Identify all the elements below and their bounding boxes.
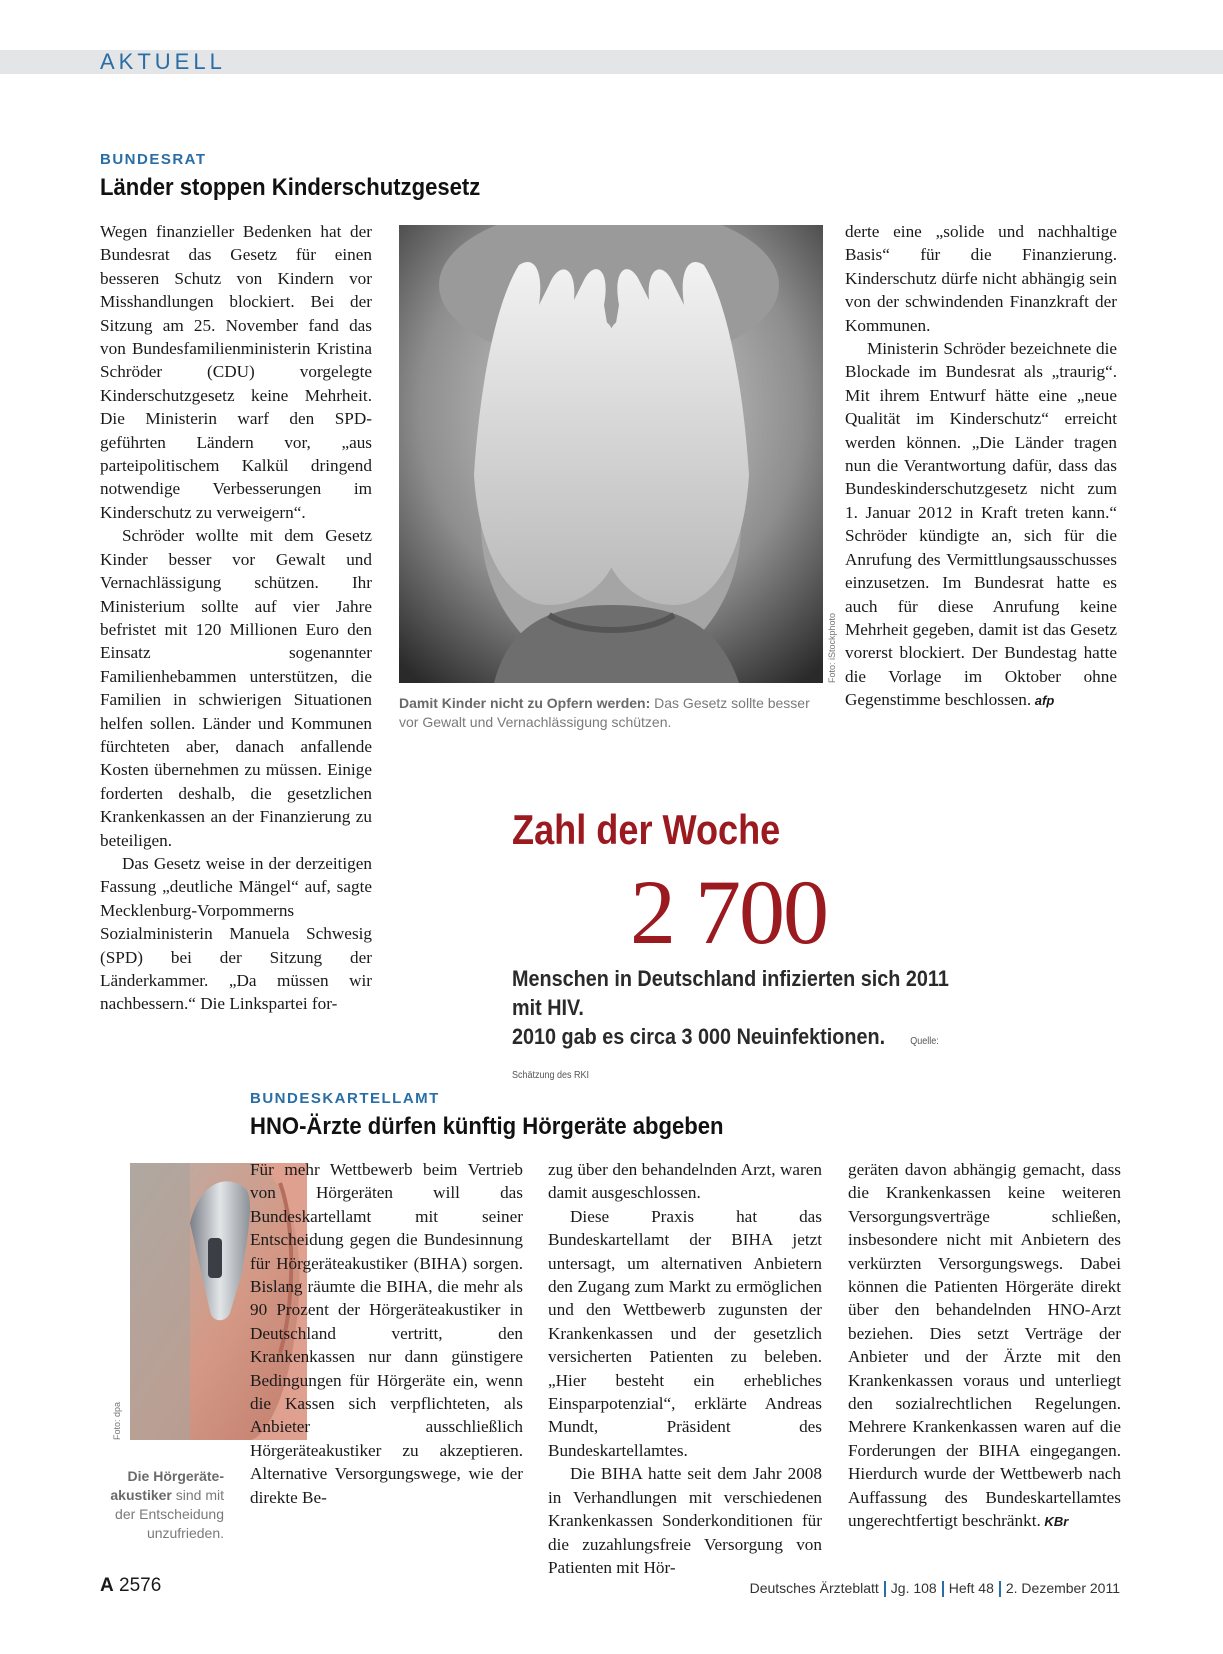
- article-paragraph: Schröder wollte mit dem Gesetz Kinder besser vor Gewalt und Vernachlässigung schützen. Ihr Ministerium sollte auf vier Jahre befristet mit 120 Millionen Euro den Einsatz sogenannter Familienhebammen unterstützen, die Familien in schwierigen Situationen helfen sollen. Länder und Kommunen fürchteten aber, danach anfallende Kosten übernehmen zu müssen. Einige forderten deshalb, die gesetzlichen Krankenkassen an der Finanzierung zu beteiligen.: [100, 526, 372, 850]
- footer-separator: [999, 1581, 1001, 1597]
- article2-kicker: BUNDESKARTELLAMT: [250, 1090, 440, 1107]
- article1-headline: Länder stoppen Kinderschutzgesetz: [100, 174, 481, 201]
- article1-column-3: [845, 220, 1117, 713]
- footer-journal-info: [750, 1580, 1120, 1597]
- article-paragraph: Diese Praxis hat das Bundeskartellamt der BIHA jetzt untersagt, um alternativen Anbietern den Zugang zum Markt zu ermöglichen und den Wettbewerb zugunsten der Krankenkassen und der gesetzlich versicherten Patienten zu beleben. „Hier besteht ein erhebliches Einsparpotenzial“, erklärte Andreas Mundt, Präsident des Bundeskartellamtes.: [548, 1206, 822, 1460]
- article2-photo-credit: Foto: dpa: [112, 1401, 122, 1440]
- article-paragraph: zug über den behandelnden Arzt, waren damit ausgeschlossen.: [548, 1160, 822, 1203]
- article-paragraph: Die BIHA hatte seit dem Jahr 2008 in Verhandlungen mit verschiedenen Krankenkassen Sonderkonditionen für die zuzahlungsfreie Versorgung von Patienten mit Hör-: [548, 1464, 822, 1577]
- agency-tag: afp: [1031, 693, 1055, 709]
- section-label: AKTUELL: [100, 49, 226, 74]
- article2-caption-text: sind mit der Entscheidung unzufrieden.: [115, 1487, 224, 1541]
- article-paragraph: derte eine „solide und nachhaltige Basis“ für die Finanzierung. Kinderschutz dürfe nicht abhängig sein von der schwindenden Finanzkraft der Kommunen.: [845, 222, 1117, 335]
- page-prefix: A: [100, 1575, 114, 1596]
- article2-photo-caption: [100, 1467, 224, 1543]
- article-paragraph: Ministerin Schröder bezeichnete die Blockade im Bundesrat als „traurig“. Mit ihrem Entwurf hätte eine „neue Qualität im Kinderschutz“ erreicht werden können. „Die Länder tragen nun die Verantwortung dafür, dass das Bundeskinderschutzgesetz nicht zum 1. Januar 2012 in Kraft treten kann.“ Schröder kündigte an, sich für die Anrufung des Vermittlungsausschusses einzusetzen. Im Bundesrat hatte es auch für diese Anrufung keine Mehrheit gegeben, damit ist das Gesetz vorerst blockiert. Der Bundestag hatte die Vorlage im Oktober ohne Gegenstimme beschlossen. afp: [845, 339, 1117, 710]
- page-number-value: 2576: [119, 1575, 162, 1596]
- page-number: [100, 1575, 161, 1597]
- journal-name: Deutsches Ärzteblatt: [749, 1580, 879, 1596]
- agency-tag: KBr: [1040, 1514, 1069, 1530]
- article1-caption-bold: Damit Kinder nicht zu Opfern werden:: [399, 695, 651, 711]
- article1-photo: [399, 225, 823, 683]
- article1-kicker: BUNDESRAT: [100, 151, 207, 168]
- zahl-der-woche-source: Quelle: Schätzung des RKI: [512, 1036, 939, 1081]
- zahl-der-woche-title: Zahl der Woche: [512, 806, 781, 853]
- article1-photo-credit: Foto: iStockphoto: [827, 612, 837, 683]
- article2-column-2: [548, 1158, 822, 1579]
- journal-issue: Heft 48: [948, 1580, 994, 1596]
- article-paragraph: Für mehr Wettbewerb beim Vertrieb von Hörgeräten will das Bundeskartellamt mit seiner Entscheidung gegen die Bundesinnung für Hörgeräteakustiker (BIHA) sorgen. Bislang räumte die BIHA, die mehr als 90 Prozent der Hörgeräteakustiker in Deutschland vertritt, den Krankenkassen nur dann günstigere Bedingungen für Hörgeräte ein, wenn die Kassen sich verpflichteten, als Anbieter ausschließlich Hörgeräteakustiker zu akzeptieren. Alternative Versorgungswege, wie der direkte Be-: [250, 1160, 523, 1507]
- footer-separator: [942, 1581, 944, 1597]
- article-paragraph: geräten davon abhängig gemacht, dass die Krankenkassen keine weiteren Versorgungsverträge schließen, insbesondere nicht mit Anbietern des verkürzten Versorgungswegs. Dabei können die Patienten Hörgeräte direkt über den behandelnden HNO-Arzt beziehen. Dies setzt Verträge der Anbieter und der Ärzte mit den Krankenkassen voraus und unterliegt den sozialrechtlichen Regelungen. Mehrere Krankenkassen waren auf die Forderungen der BIHA eingegangen. Hierdurch wurde der Wettbewerb nach Auffassung des Bundeskartellamtes ungerechtfertigt beschränkt. KBr: [848, 1160, 1121, 1531]
- journal-volume: Jg. 108: [890, 1580, 937, 1596]
- zahl-der-woche-text: [512, 964, 980, 1090]
- article2-column-3: [848, 1158, 1121, 1534]
- article1-caption-text: Das Gesetz sollte besser vor Gewalt und Vernachlässigung schützen.: [399, 695, 810, 730]
- article-paragraph: Das Gesetz weise in der derzeitigen Fassung „deutliche Mängel“ auf, sagte Mecklenburg-Vorpommerns Sozialministerin Manuela Schwesig (SPD) bei der Sitzung der Länderkammer. „Da müssen wir nachbessern.“ Die Linkspartei for-: [100, 853, 372, 1014]
- article2-caption-bold: Die Hörgeräte-akustiker: [110, 1468, 224, 1503]
- article-paragraph: Wegen finanzieller Bedenken hat der Bundesrat das Gesetz für einen besseren Schutz von Kindern vor Misshandlungen blockiert. Bei der Sitzung am 25. November fand das von Bundesfamilienministerin Kristina Schröder (CDU) vorgelegte Kinderschutzgesetz keine Mehrheit. Die Ministerin warf den SPD-geführten Ländern vor, „aus parteipolitischem Kalkül dringend notwendige Verbesserungen im Kinderschutz zu verweigern“.: [100, 222, 372, 522]
- journal-date: 2. Dezember 2011: [1005, 1580, 1120, 1596]
- footer-separator: [884, 1581, 886, 1597]
- zahl-der-woche-line-2: 2010 gab es circa 3 000 Neuinfektionen.: [512, 1024, 886, 1049]
- zahl-der-woche-line-1: Menschen in Deutschland infizierten sich 2011 mit HIV.: [512, 966, 949, 1020]
- article1-photo-caption: [399, 694, 824, 732]
- article1-column-1: [100, 220, 372, 1016]
- article2-headline: HNO-Ärzte dürfen künftig Hörgeräte abgeben: [250, 1113, 724, 1140]
- zahl-der-woche-number: 2 700: [630, 861, 827, 963]
- article2-column-1: [250, 1158, 523, 1509]
